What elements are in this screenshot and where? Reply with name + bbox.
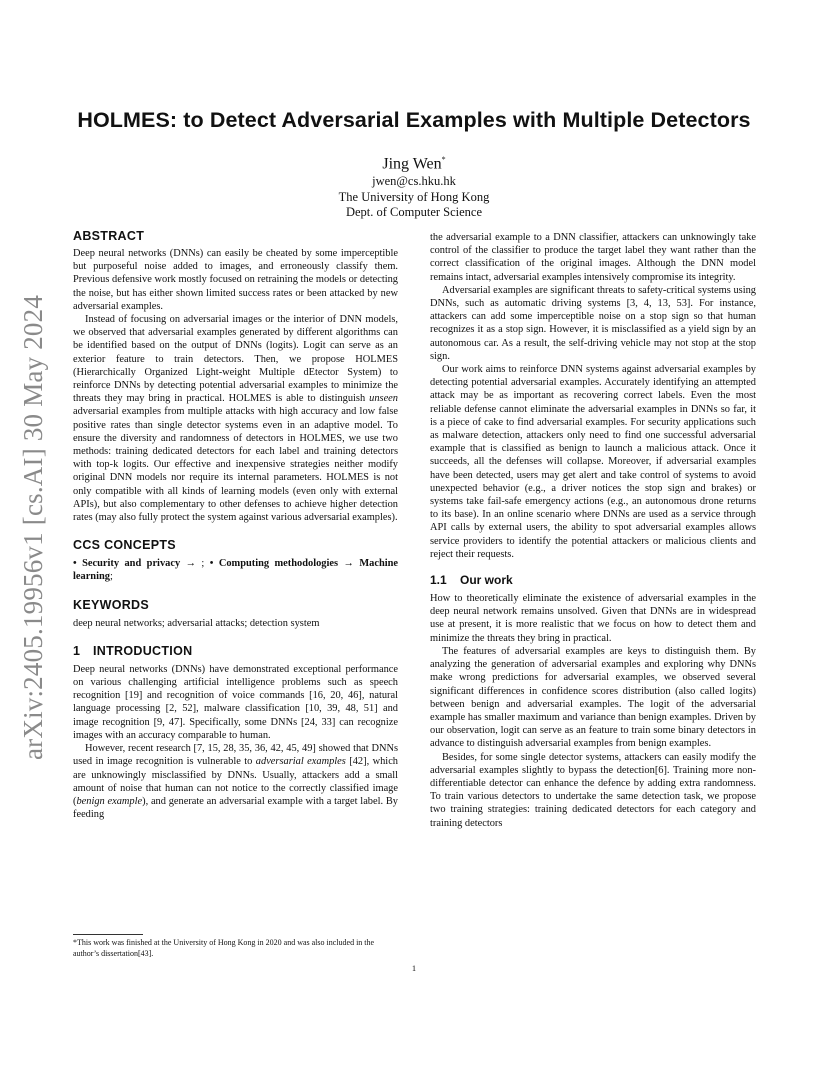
ccs-heading: CCS CONCEPTS xyxy=(73,538,176,553)
ccs-item-security[interactable]: • Security and privacy xyxy=(73,558,181,570)
ourwork-paragraph-3: Besides, for some single detector systems, attackers can easily modify the adversarial examples slightly to bypass the detection[6]. Training more non-differentiable detector can enhance the defence by adding extra randomness. To train various detectors to undertake the same detection task, we propose two training strategies: training dedicated detectors for each category and training detectors xyxy=(430,751,756,829)
abstract-paragraph-2 xyxy=(73,313,398,524)
intro-heading-text: INTRODUCTION xyxy=(93,643,193,658)
ourwork-heading-text: Our work xyxy=(460,573,513,588)
ccs-concepts xyxy=(73,557,398,583)
ccs-separator-2: → xyxy=(338,558,360,570)
intro-p2-emphasis-2: benign example xyxy=(76,795,143,807)
ccs-item-ml[interactable]: Machine learning xyxy=(73,558,398,583)
abstract-p2-emphasis: unseen xyxy=(369,393,398,405)
keywords-heading: KEYWORDS xyxy=(73,597,150,612)
ccs-item-computing[interactable]: • Computing methodologies xyxy=(209,558,339,570)
author-affiliation: The University of Hong Kong xyxy=(338,189,490,204)
ourwork-paragraph-1: How to theoretically eliminate the existence of adversarial examples in the deep neural network remains unsolved. Given that DNNs are in widespread use at present, it is more realistic that we focus on how to detect them and minimize the threats they bring in practical. xyxy=(430,593,756,644)
paper-title: HOLMES: to Detect Adversarial Examples with Multiple Detectors xyxy=(77,108,751,132)
intro-paragraph-1: Deep neural networks (DNNs) have demonstrated exceptional performance on various challenging artificial intelligence problems such as speech recognition [19] and recognition of voice commands [16, 20, 46], natural language processing [2, 52], malware classification [10, 39, 48, 51] and image recognition [9, 47]. Specifically, some DNNs [24, 33] can recognize images with an accuracy comparable to human. xyxy=(73,663,398,741)
abstract-paragraph-1: Deep neural networks (DNNs) can easily be cheated by some imperceptible but purposeful noise added to images, and erroneously classify them. Previous defensive work mostly focused on retraining the models or detecting the noise, but has either shown limited success rates or been attacked by new adversarial examples. xyxy=(73,248,398,312)
ccs-end: ; xyxy=(109,571,113,583)
ourwork-heading xyxy=(430,572,756,588)
intro-p2-part-a: However, recent research [7, 15, 28, 35, 36, 42, 45, 49] showed that DNNs used in image recognition is vulnerable to xyxy=(73,743,398,768)
abstract-p2-part-b: adversarial examples from multiple attacks with high accuracy and low false positive rates than single detector systems even in an adaptive model. To ensure the diversity and randomness of detectors in HOLMES, we use two methods: training dedicated detectors for each label and training detectors with top-k logits. Our effective and inexpensive strategies neither modify original DNN models nor require its internal parameters. HOLMES is not only compatible with all kinds of learning models (even only with external APIs), but also complementary to other defenses to achieve higher detection rates (may also fully protect the system against various adversarial examples). xyxy=(73,406,398,524)
ccs-separator-1: → ; xyxy=(180,558,210,570)
ourwork-paragraph-2: The features of adversarial examples are keys to distinguish them. By analyzing the generation of adversarial examples and exploring why DNNs make wrong predictions for adversarial examples, we observed several significant differences in confidence scores distribution (also called logits) between benign and adversarial examples. The logit of the adversarial example has smaller maximum and variance than benign examples. Driven by our observation, logit can serve as an feature to train some binary detectors in advance to distinguish adversarial examples from benign examples. xyxy=(430,645,756,750)
arxiv-stamp[interactable]: arXiv:2405.19956v1 [cs.AI] 30 May 2024 xyxy=(18,294,48,760)
keywords-text: deep neural networks; adversarial attacks; detection system xyxy=(73,617,320,629)
intro-p2-part-b: [42], which are unknowingly misclassified by DNNs. Usually, attackers add a small amount of noise that human can not notice to the correctly classified image ( xyxy=(73,756,398,807)
right-column xyxy=(430,231,756,830)
intro-section-number: 1 xyxy=(73,643,81,658)
footnote: *This work was finished at the University of Hong Kong in 2020 and was also included in the author’s dissertation[43]. xyxy=(73,938,375,958)
intro-paragraph-5: Our work aims to reinforce DNN systems against adversarial examples by detecting potential adversarial examples. Accurately identifying an attempted attack may be as important as recovering correct labels. Even the most reliable defense cannot eliminate the adversarial examples in DNNs so far, it is a piece of cake to find adversarial examples. For security applications such as malware detection, attackers only need to find one successful adversarial example that is classified as benign to launch a malicious attack. Once it succeeds, all the defenses will collapse. Moreover, if adversarial examples have been detected, users may get alert and take control of systems to avoid unexpected behavior (e.g., a driver notices the stop sign and brakes) or systems take fail-safe emergency actions (e.g., an autonomous drone returns to its base). In an online scenario where DNNs are used as a service through API calls by external users, the ability to spot adversarial examples allows service providers to identify the potential attackers or malicious clients and reject their requests. xyxy=(430,364,756,560)
footnote-divider xyxy=(73,934,143,935)
intro-paragraph-4: Adversarial examples are significant threats to safety-critical systems using DNNs, such as automatic driving systems [3, 4, 13, 53]. For instance, attackers can add some imperceptible noise on a stop sign so that human recognizes it as a stop sign. However, it is misclassified as a yield sign by an autonomous car. As a result, the self-driving vehicle may not stop at the stop sign. xyxy=(430,284,756,362)
author-email[interactable]: jwen@cs.hku.hk xyxy=(372,174,456,189)
author-footnote-mark[interactable]: * xyxy=(441,155,446,164)
author-name xyxy=(0,150,828,174)
abstract-heading: ABSTRACT xyxy=(73,229,145,243)
abstract-p2-part-a: Instead of focusing on adversarial images or the interior of DNN models, we observed that adversarial examples generated by different algorithms can be identified based on the output of DNNs (logits). Logit can serve as an exterior feature to train detectors. Then, we propose HOLMES (Hierarchically Organized Light-weight Multiple dEtector System) to reinforce DNNs by detecting potential adversarial examples to minimize the threats they may bring in practical. HOLMES is able to distinguish xyxy=(73,314,398,405)
ourwork-section-number: 1.1 xyxy=(430,573,447,588)
intro-paragraph-2 xyxy=(73,742,398,821)
author-name-text: Jing Wen xyxy=(382,155,442,173)
intro-paragraph-3: the adversarial example to a DNN classifier, attackers can unknowingly take control of the classifier to produce the target label they want rather than the correct classification of the original images. Although the DNN model remains intact, adversarial examples intensively compromise its integrity. xyxy=(430,232,756,283)
left-column xyxy=(73,228,398,821)
intro-heading xyxy=(73,643,398,659)
author-department: Dept. of Computer Science xyxy=(345,205,483,220)
intro-p2-part-c: ), and generate an adversarial example with a target label. By feeding xyxy=(73,795,398,821)
page-number: 1 xyxy=(411,963,417,973)
intro-p2-emphasis-1: adversarial examples xyxy=(255,756,346,768)
author-block xyxy=(0,150,828,221)
